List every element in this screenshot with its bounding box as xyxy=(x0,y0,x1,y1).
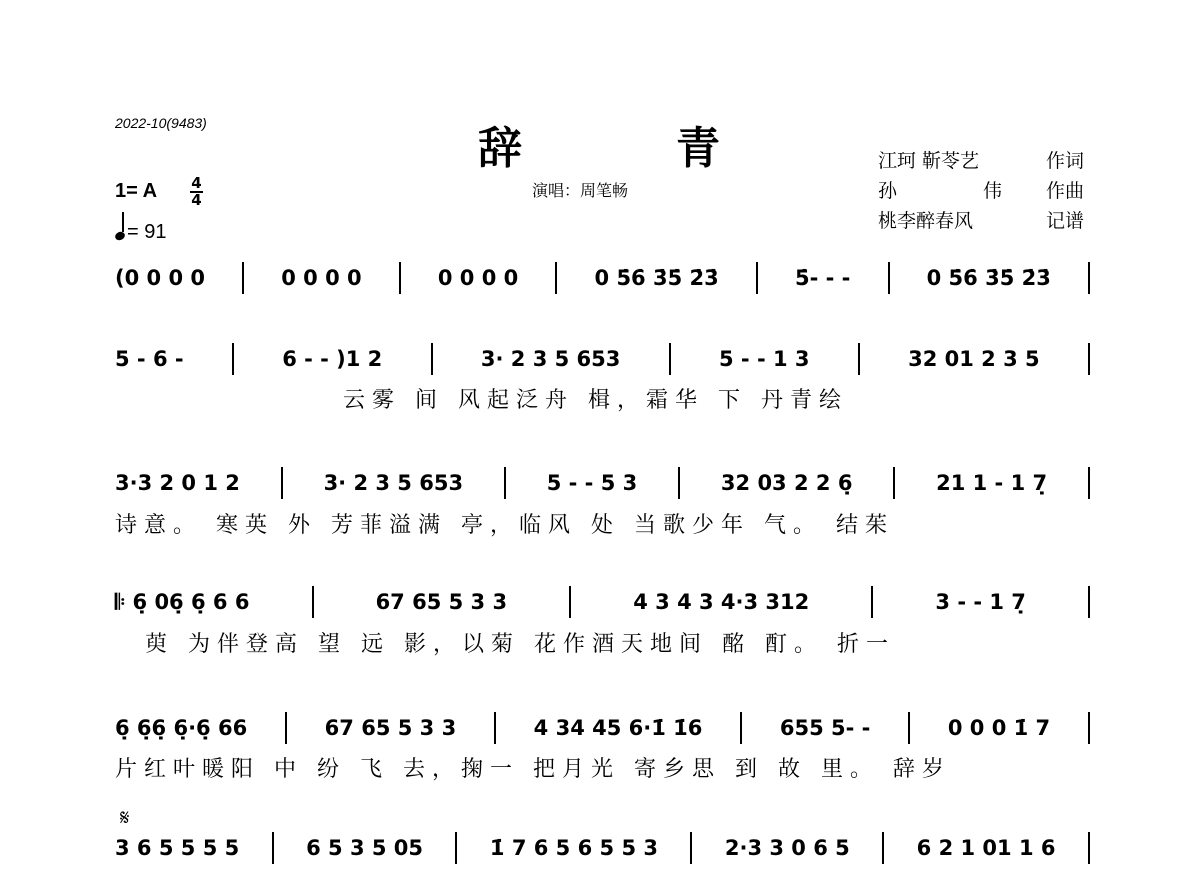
barline xyxy=(888,262,890,294)
measure: 32 03 2 2 6̣ xyxy=(720,471,853,495)
time-bottom: 4 xyxy=(191,191,202,209)
barline xyxy=(858,343,860,375)
key-signature: 1= A xyxy=(115,180,158,202)
time-signature xyxy=(190,176,203,208)
barline xyxy=(431,343,433,375)
title-char-1: 辞 xyxy=(478,123,526,174)
measure: 3· 2 3 5 653 xyxy=(480,347,621,371)
barline xyxy=(569,586,571,618)
barline xyxy=(882,832,884,864)
time-top: 4 xyxy=(191,174,202,192)
measure: 21 1 - 1 7̣ xyxy=(936,471,1048,495)
measure: 32 01 2 3 5 xyxy=(908,347,1040,371)
barline xyxy=(893,467,895,499)
measure: 6 2 1 01 1 6 xyxy=(916,836,1056,860)
barline xyxy=(740,712,742,744)
barline xyxy=(1088,586,1090,618)
measure: 3· 2 3 5 653 xyxy=(323,471,464,495)
measure: 0 0 0 0 xyxy=(437,266,519,290)
barline xyxy=(1088,262,1090,294)
barline xyxy=(1088,832,1090,864)
barline xyxy=(908,712,910,744)
measure: 5 - - 5 3 xyxy=(546,471,638,495)
composer-role: 作曲 xyxy=(1045,180,1084,202)
measure: 3 6 5 5 5 5 xyxy=(115,836,240,860)
quarter-note-icon xyxy=(114,230,126,241)
composer-name: 孙 伟 xyxy=(878,180,1043,202)
measure: 0 0 0 0 xyxy=(281,266,362,290)
staff-line-3 xyxy=(115,461,1090,505)
lyrics-line-4: 片红叶暖阳 中 纷 飞 去，掬一 把月光 寄乡思 到 故 里。 辞岁 xyxy=(115,757,951,782)
barline xyxy=(504,467,506,499)
staff-line-6 xyxy=(115,826,1090,870)
measure: 5 - - 1 3 xyxy=(719,347,810,371)
staff-line-2 xyxy=(115,337,1090,381)
barline xyxy=(494,712,496,744)
tempo-value: = 91 xyxy=(127,221,167,243)
barline xyxy=(871,586,873,618)
measure: 5̇- - - xyxy=(794,266,851,290)
measure: 3·3 2 0 1 2 xyxy=(115,471,240,495)
lyricist-role: 作词 xyxy=(1045,150,1084,172)
lyricist-name: 江珂 靳苓艺 xyxy=(878,150,980,172)
measure: 655 5- - xyxy=(779,716,871,740)
measure: 4 3 4 3 4·3 312 xyxy=(633,590,810,614)
measure: 4 34 45 6·1̇ 1̇6 xyxy=(533,716,703,740)
measure: 6̣ 6̣6̣ 6̣·6̣ 66 xyxy=(115,716,248,740)
barline xyxy=(281,467,283,499)
barline xyxy=(1088,712,1090,744)
barline xyxy=(678,467,680,499)
measure: 3 - - 1 7̣ xyxy=(935,590,1026,614)
measure: 6 5 3 5 05 xyxy=(306,836,424,860)
staff-line-1 xyxy=(115,256,1090,300)
barline xyxy=(756,262,758,294)
barline xyxy=(690,832,692,864)
title-char-2: 青 xyxy=(676,123,724,174)
barline xyxy=(272,832,274,864)
composer-line xyxy=(878,176,1084,206)
barline xyxy=(455,832,457,864)
measure: 5 - 6 - xyxy=(115,347,184,371)
score-code: 2022-10(9483) xyxy=(115,115,207,131)
barline xyxy=(1088,467,1090,499)
transcriber-name: 桃李醉春风 xyxy=(878,210,974,232)
lyrics-line-3: 萸 为伴登高 望 远 影，以菊 花作酒天地间 酩 酊。 折一 xyxy=(145,632,895,657)
measure: (0 0 0 0 xyxy=(115,266,205,290)
barline xyxy=(399,262,401,294)
barline xyxy=(285,712,287,744)
measure: 2·3 3 0 6 5 xyxy=(724,836,850,860)
barline xyxy=(232,343,234,375)
measure: 67 65 5 3 3 xyxy=(324,716,457,740)
measure: 0 5̇6̇ 3̇5̇ 2̇3̇ xyxy=(926,266,1051,290)
barline xyxy=(312,586,314,618)
lyrics-line-2: 诗意。 寒英 外 芳菲溢满 亭，临风 处 当歌少年 气。 结茱 xyxy=(115,513,894,538)
measure: 67 65 5 3 3 xyxy=(375,590,508,614)
measure: 0 5̇6̇ 3̇5̇ 2̇3̇ xyxy=(594,266,719,290)
measure: 1̇ 7 6 5 6 5 5 3 xyxy=(489,836,658,860)
barline xyxy=(669,343,671,375)
measure: 𝄆 6̣ 06̣ 6̣ 6 6 xyxy=(115,589,250,614)
segno-sign: 𝄋 xyxy=(120,806,130,831)
barline xyxy=(242,262,244,294)
barline xyxy=(1088,343,1090,375)
measure: 6 - - )1 2 xyxy=(282,347,383,371)
staff-line-5 xyxy=(115,706,1090,750)
tempo-marking xyxy=(115,218,166,244)
measure: 0 0 0 1̇ 7 xyxy=(947,716,1051,740)
song-title xyxy=(478,112,724,176)
lyricist-line xyxy=(878,146,1084,176)
singer-credit: 演唱：周笔畅 xyxy=(532,181,629,200)
barline xyxy=(555,262,557,294)
lyrics-line-1: 云雾 间 风起泛舟 楫，霜华 下 丹青绘 xyxy=(343,388,848,413)
transcriber-role: 记谱 xyxy=(1045,210,1084,232)
transcriber-line xyxy=(878,206,1084,236)
staff-line-4 xyxy=(115,580,1090,624)
credits-block xyxy=(878,146,1084,236)
